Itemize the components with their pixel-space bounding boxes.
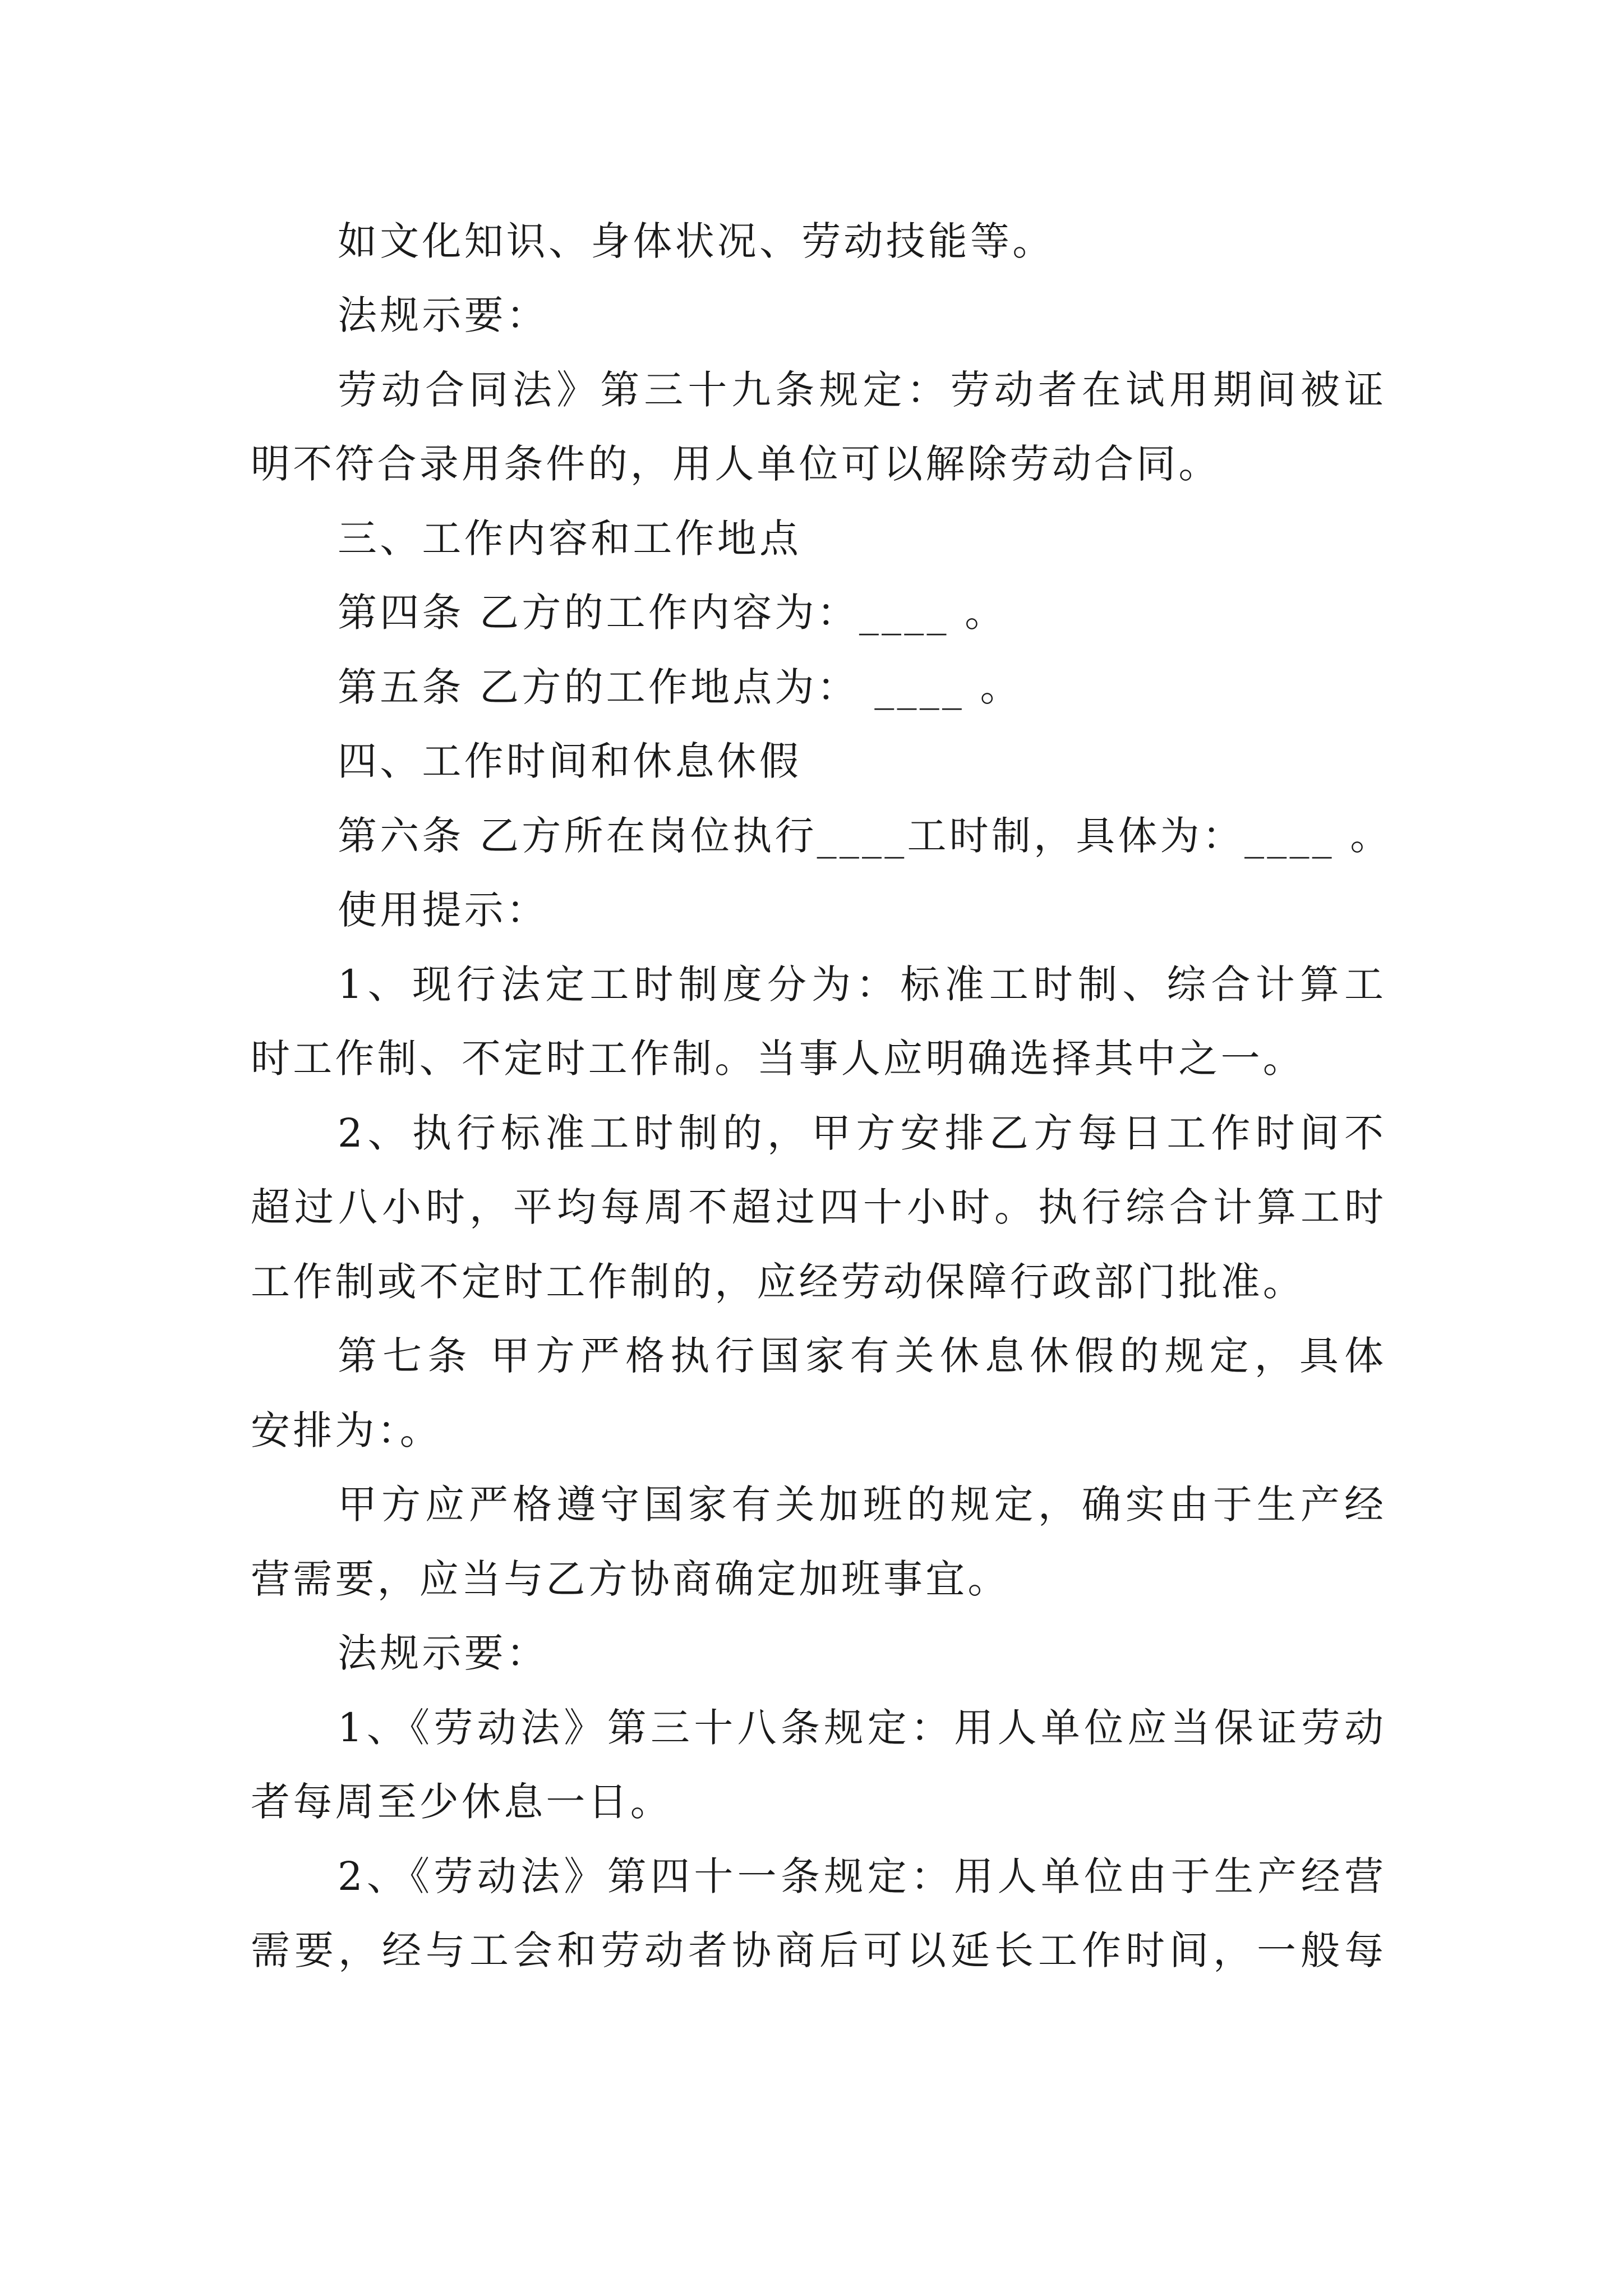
- paragraph-line: 劳动合同法》第三十九条规定：劳动者在试用期间被证: [338, 367, 1384, 413]
- paragraph-line: 超过八小时，平均每周不超过四十小时。执行综合计算工时: [251, 1184, 1384, 1230]
- paragraph-line: 法规示要：: [338, 1630, 548, 1676]
- paragraph-line: 第七条 甲方严格执行国家有关休息休假的规定，具体: [338, 1333, 1384, 1379]
- paragraph-line: 工作制或不定时工作制的，应经劳动保障行政部门批准。: [251, 1259, 1305, 1305]
- section-heading: 四、工作时间和休息休假: [338, 738, 802, 784]
- paragraph-line: 2、《劳动法》第四十一条规定：用人单位由于生产经营: [338, 1853, 1384, 1899]
- paragraph-line: 第四条 乙方的工作内容为：____ 。: [338, 590, 1007, 636]
- paragraph-line: 使用提示：: [338, 887, 548, 933]
- paragraph-line: 营需要，应当与乙方协商确定加班事宜。: [251, 1556, 1010, 1602]
- paragraph-line: 法规示要：: [338, 292, 548, 338]
- paragraph-line: 时工作制、不定时工作制。当事人应明确选择其中之一。: [251, 1036, 1305, 1082]
- paragraph-line: 1、现行法定工时制度分为：标准工时制、综合计算工: [338, 961, 1384, 1007]
- section-heading: 三、工作内容和工作地点: [338, 516, 802, 562]
- paragraph-line: 如文化知识、身体状况、劳动技能等。: [338, 218, 1055, 264]
- paragraph-line: 者每周至少休息一日。: [251, 1779, 672, 1825]
- paragraph-line: 需要，经与工会和劳动者协商后可以延长工作时间，一般每: [251, 1927, 1384, 1973]
- paragraph-line: 甲方应严格遵守国家有关加班的规定，确实由于生产经: [338, 1481, 1384, 1527]
- paragraph-line: 1、《劳动法》第三十八条规定：用人单位应当保证劳动: [338, 1705, 1384, 1751]
- paragraph-line: 第六条 乙方所在岗位执行____工时制，具体为：____ 。: [338, 813, 1393, 859]
- paragraph-line: 明不符合录用条件的，用人单位可以解除劳动合同。: [251, 441, 1221, 487]
- paragraph-line: 第五条 乙方的工作地点为： ____ 。: [338, 664, 1022, 710]
- paragraph-line: 2、执行标准工时制的，甲方安排乙方每日工作时间不: [338, 1110, 1384, 1156]
- paragraph-line: 安排为：。: [251, 1407, 442, 1453]
